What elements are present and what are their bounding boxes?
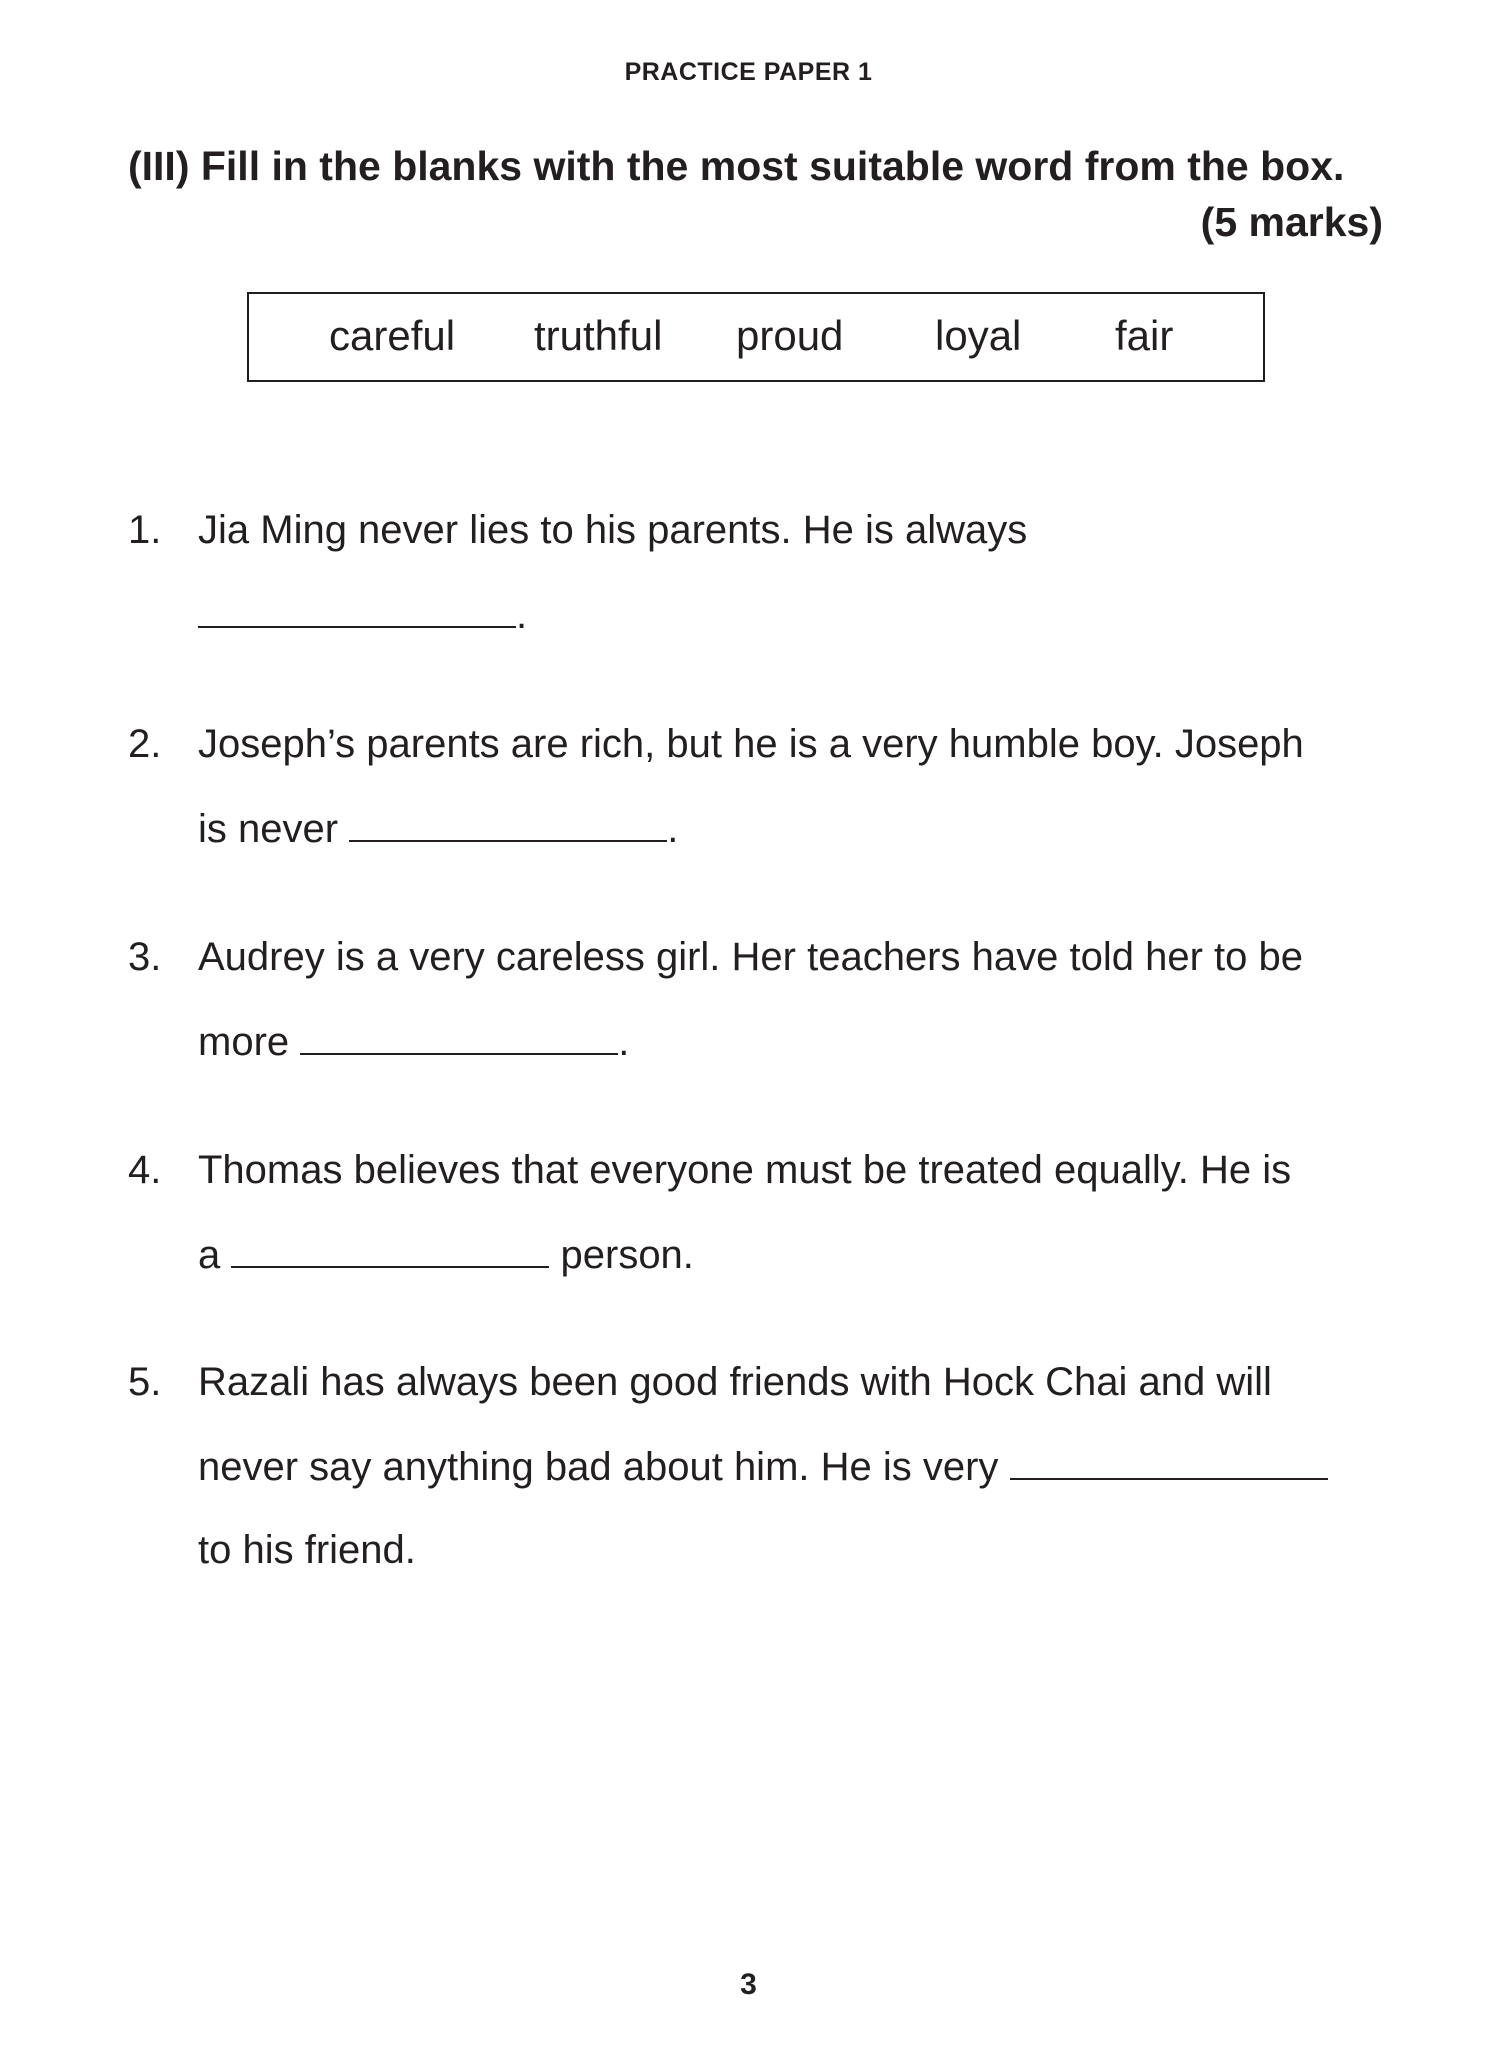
word-option: proud <box>736 312 844 359</box>
question-line <box>198 1360 1272 1405</box>
paper-header: PRACTICE PAPER 1 <box>624 58 873 86</box>
question-line <box>198 1444 1328 1490</box>
word-option: fair <box>1115 312 1174 359</box>
question-text: Jia Ming never lies to his parents. He is always <box>198 508 1028 552</box>
question-text: Razali has always been good friends with Hock Chai and will <box>198 1360 1272 1404</box>
question-text: . <box>667 807 679 851</box>
answer-blank[interactable] <box>1010 1444 1328 1480</box>
answer-blank[interactable] <box>300 1019 618 1055</box>
question-line <box>198 806 678 852</box>
word-option: truthful <box>534 312 663 359</box>
question-number: 3. <box>128 935 162 979</box>
word-option: loyal <box>935 312 1022 359</box>
word-box <box>247 292 1265 382</box>
word-option: careful <box>329 312 456 359</box>
marks-label: (5 marks) <box>1200 199 1383 245</box>
question-text: is never <box>198 807 339 851</box>
answer-blank[interactable] <box>231 1232 549 1268</box>
question-line <box>198 508 1027 553</box>
question-text: Joseph’s parents are rich, but he is a very humble boy. Joseph <box>198 722 1304 766</box>
answer-blank[interactable] <box>198 592 516 628</box>
question-text: Thomas believes that everyone must be treated equally. He is <box>198 1148 1292 1192</box>
question-number: 1. <box>128 508 162 552</box>
question-text: Audrey is a very careless girl. Her teachers have told her to be <box>198 935 1303 979</box>
question-line <box>198 722 1304 767</box>
question-text: . <box>516 593 528 637</box>
question-text: to his friend. <box>198 1528 416 1572</box>
question-text: person. <box>560 1233 694 1277</box>
question-line <box>198 1019 629 1065</box>
question-text: more <box>198 1020 290 1064</box>
answer-blank[interactable] <box>349 806 667 842</box>
question-text: never say anything bad about him. He is very <box>198 1445 999 1489</box>
question-line <box>198 592 527 638</box>
question-number: 5. <box>128 1360 162 1404</box>
question-line <box>198 1528 416 1573</box>
question-line <box>198 1232 694 1278</box>
question-text: a <box>198 1233 221 1277</box>
page-number: 3 <box>740 1968 757 2001</box>
question-line <box>198 1148 1291 1193</box>
question-text: . <box>618 1020 630 1064</box>
question-number: 4. <box>128 1148 162 1192</box>
question-number: 2. <box>128 722 162 766</box>
question-line <box>198 935 1303 980</box>
instruction-text: (III) Fill in the blanks with the most suitable word from the box. <box>128 143 1345 189</box>
instruction <box>128 138 1383 250</box>
